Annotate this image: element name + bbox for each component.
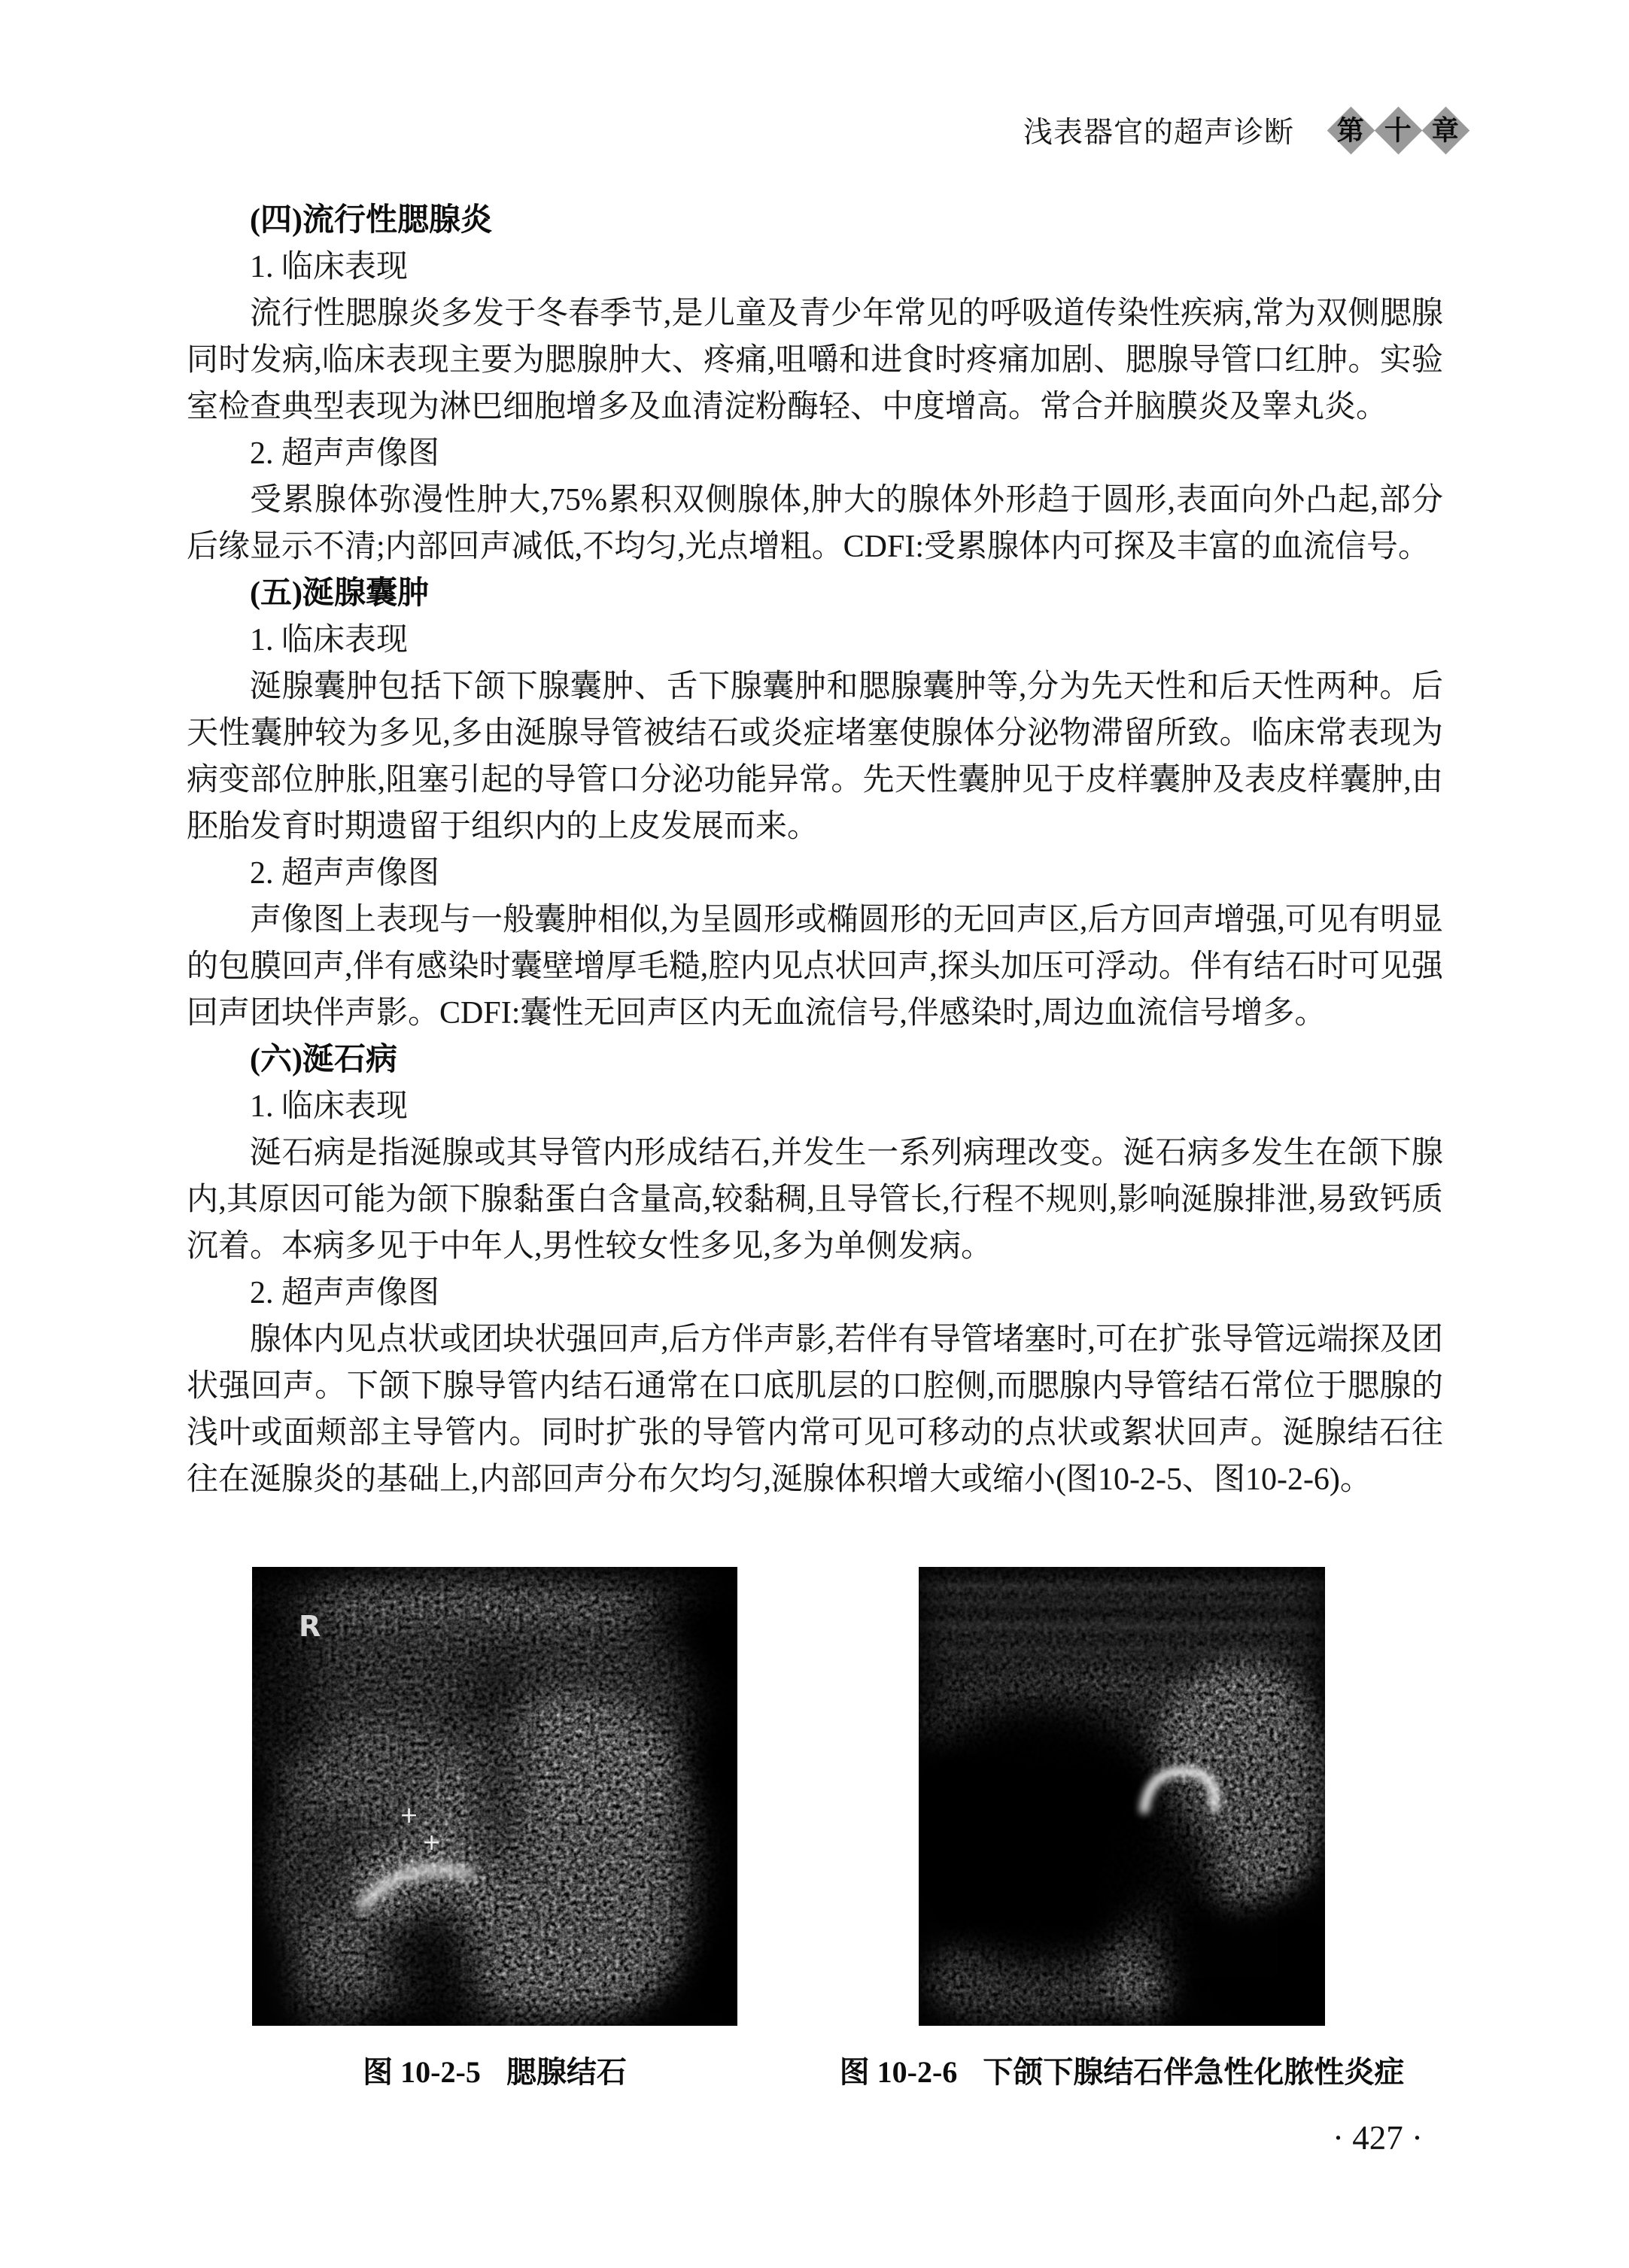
numbered-item: 1. 临床表现 [250,1089,409,1124]
numbered-item: 2. 超声声像图 [250,436,440,471]
paragraph: 声像图上表现与一般囊肿相似,为呈圆形或椭圆形的无回声区,后方回声增强,可见有明显的包膜回声,伴有感染时囊壁增厚毛糙,腔内见点状回声,探头加压可浮动。伴有结石时可见强回声团块伴声影。CDFI:囊性无回声区内无血流信号,伴感染时,周边血流信号增多。 [187,903,1443,1031]
figure-caption [363,2048,627,2091]
chapter-badge-diamond [1422,106,1470,154]
chapter-char: 章 [1432,114,1460,145]
orientation-marker-r: R [299,1610,321,1643]
numbered-item: 1. 临床表现 [250,250,409,284]
caliper-mark: + [422,1829,442,1856]
ultrasound-image-submandibular-stone [919,1567,1325,2026]
figure-caption-label: 图 10-2-5 [363,2055,481,2089]
chapter-title: 浅表器官的超声诊断 [1023,117,1295,149]
numbered-item: 2. 超声声像图 [250,1276,440,1310]
chapter-char: 第 [1337,114,1365,145]
section-heading-6: (六)涎石病 [250,1043,397,1077]
page-header [1023,105,1469,155]
figure-10-2-6 [839,1567,1405,2089]
figure-caption-title: 腮腺结石 [506,2055,627,2089]
figure-10-2-5 [252,1567,737,2089]
caliper-mark: + [400,1802,419,1829]
paragraph: 涎石病是指涎腺或其导管内形成结石,并发生一系列病理改变。涎石病多发生在颌下腺内,其原因可能为颌下腺黏蛋白含量高,较黏稠,且导管长,行程不规则,影响涎腺排泄,易致钙质沉着。本病多见于中年人,男性较女性多见,多为单侧发病。 [187,1136,1443,1264]
figures-row [0,1567,1629,2169]
section-heading-5: (五)涎腺囊肿 [250,576,429,611]
paragraph: 流行性腮腺炎多发于冬春季节,是儿童及青少年常见的呼吸道传染性疾病,常为双侧腮腺同时发病,临床表现主要为腮腺肿大、疼痛,咀嚼和进食时疼痛加剧、腮腺导管口红肿。实验室检查典型表现为淋巴细胞增多及血清淀粉酶轻、中度增高。常合并脑膜炎及睾丸炎。 [187,296,1443,424]
chapter-badge-diamond [1327,106,1375,154]
numbered-item: 1. 临床表现 [250,623,409,657]
ultrasound-image-parotid-stone [252,1567,737,2026]
paragraph: 受累腺体弥漫性肿大,75%累积双侧腺体,肿大的腺体外形趋于圆形,表面向外凸起,部分后缘显示不清;内部回声减低,不均匀,光点增粗。CDFI:受累腺体内可探及丰富的血流信号。 [187,483,1443,564]
figure-caption-label: 图 10-2-6 [839,2055,958,2089]
chapter-char: 十 [1384,114,1412,145]
paragraph: 涎腺囊肿包括下颌下腺囊肿、舌下腺囊肿和腮腺囊肿等,分为先天性和后天性两种。后天性囊肿较为多见,多由涎腺导管被结石或炎症堵塞使腺体分泌物滞留所致。临床常表现为病变部位肿胀,阻塞引起的导管口分泌功能异常。先天性囊肿见于皮样囊肿及表皮样囊肿,由胚胎发育时期遗留于组织内的上皮发展而来。 [187,669,1443,844]
chapter-badge [1327,114,1469,147]
paragraph: 腺体内见点状或团块状强回声,后方伴声影,若伴有导管堵塞时,可在扩张导管远端探及团状强回声。下颌下腺导管内结石通常在口底肌层的口腔侧,而腮腺内导管结石常位于腮腺的浅叶或面颊部主导管内。同时扩张的导管内常可见可移动的点状或絮状回声。涎腺结石往往在涎腺炎的基础上,内部回声分布欠均匀,涎腺体积增大或缩小(图10-2-5、图10-2-6)。 [187,1322,1443,1497]
figure-caption-title: 下颌下腺结石伴急性化脓性炎症 [983,2055,1405,2089]
body-text [187,197,1443,1503]
section-heading-4: (四)流行性腮腺炎 [250,203,492,238]
chapter-badge-diamond [1375,106,1423,154]
page-number: · 427 · [1333,2119,1423,2157]
figure-caption [840,2048,1405,2091]
numbered-item: 2. 超声声像图 [250,856,440,891]
